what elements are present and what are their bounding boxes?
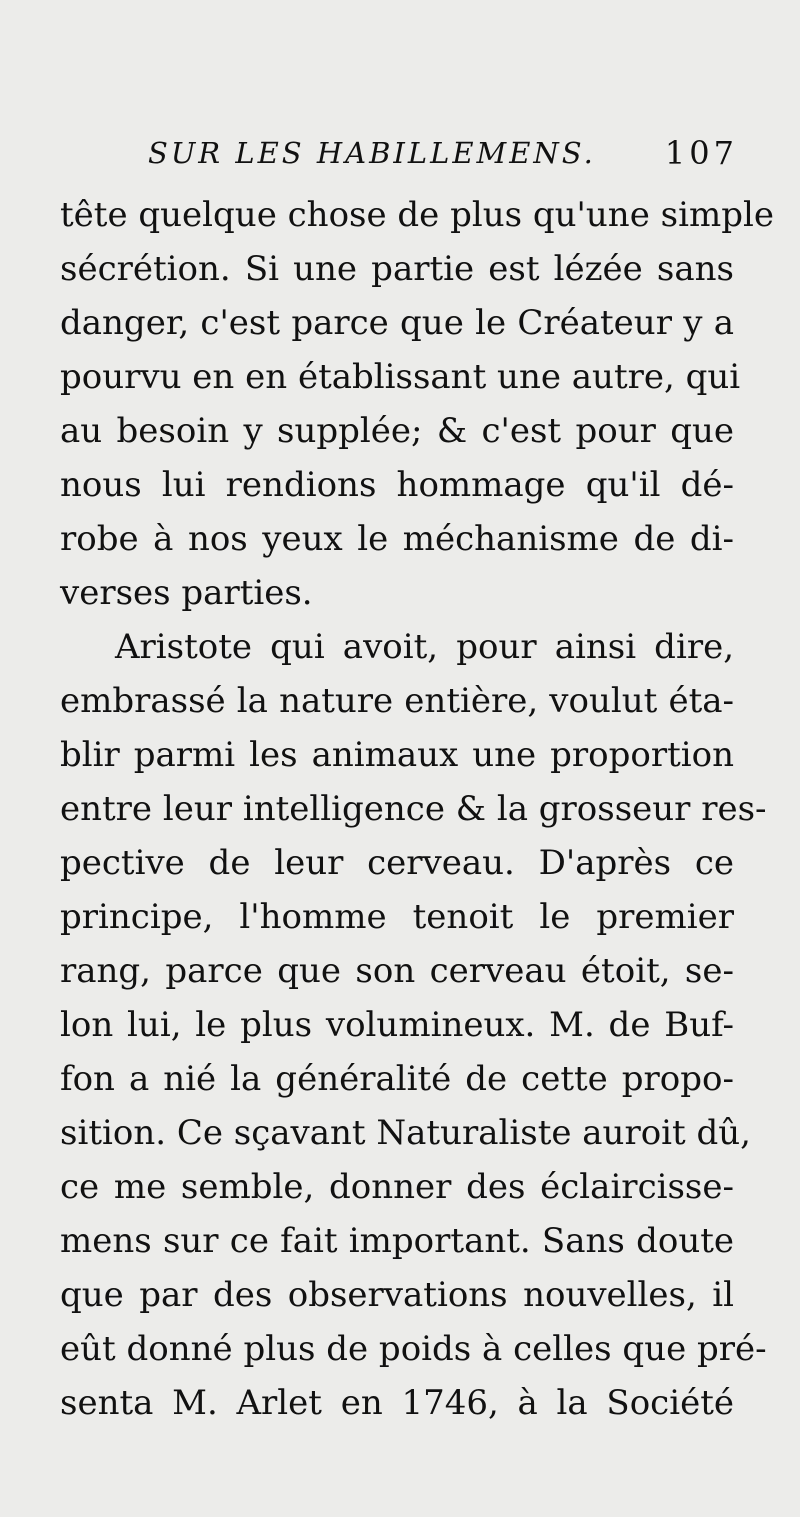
text-line: ce me semble, donner des éclaircisse- bbox=[60, 1167, 734, 1207]
text-line: mens sur ce fait important. Sans doute bbox=[60, 1221, 734, 1261]
text-line: lon lui, le plus volumineux. M. de Buf- bbox=[60, 1005, 734, 1045]
page-header bbox=[148, 128, 738, 178]
text-line: principe, l'homme tenoit le premier bbox=[60, 897, 734, 937]
page-number: 107 bbox=[664, 134, 738, 172]
text-line: sition. Ce sçavant Naturaliste auroit dû, bbox=[60, 1113, 751, 1153]
text-line: senta M. Arlet en 1746, à la Société bbox=[60, 1383, 734, 1423]
text-line: entre leur intelligence & la grosseur res- bbox=[60, 789, 767, 829]
text-line: Aristote qui avoit, pour ainsi dire, bbox=[115, 627, 734, 667]
body-text bbox=[60, 188, 774, 1430]
text-line: pective de leur cerveau. D'après ce bbox=[60, 843, 734, 883]
text-line: tête quelque chose de plus qu'une simple bbox=[60, 195, 774, 235]
text-line: eût donné plus de poids à celles que pré- bbox=[60, 1329, 767, 1369]
text-line: robe à nos yeux le méchanisme de di- bbox=[60, 519, 734, 559]
text-line: nous lui rendions hommage qu'il dé- bbox=[60, 465, 734, 505]
running-head: SUR LES HABILLEMENS. bbox=[148, 136, 596, 170]
text-line: rang, parce que son cerveau étoit, se- bbox=[60, 951, 734, 991]
text-line: pourvu en en établissant une autre, qui bbox=[60, 357, 741, 397]
text-line: danger, c'est parce que le Créateur y a bbox=[60, 303, 734, 343]
text-line: verses parties. bbox=[60, 573, 313, 613]
text-line: fon a nié la généralité de cette propo- bbox=[60, 1059, 734, 1099]
text-line: embrassé la nature entière, voulut éta- bbox=[60, 681, 734, 721]
text-line: que par des observations nouvelles, il bbox=[60, 1275, 734, 1315]
text-line: au besoin y supplée; & c'est pour que bbox=[60, 411, 734, 451]
text-line: blir parmi les animaux une proportion bbox=[60, 735, 734, 775]
text-line: sécrétion. Si une partie est lézée sans bbox=[60, 249, 734, 289]
